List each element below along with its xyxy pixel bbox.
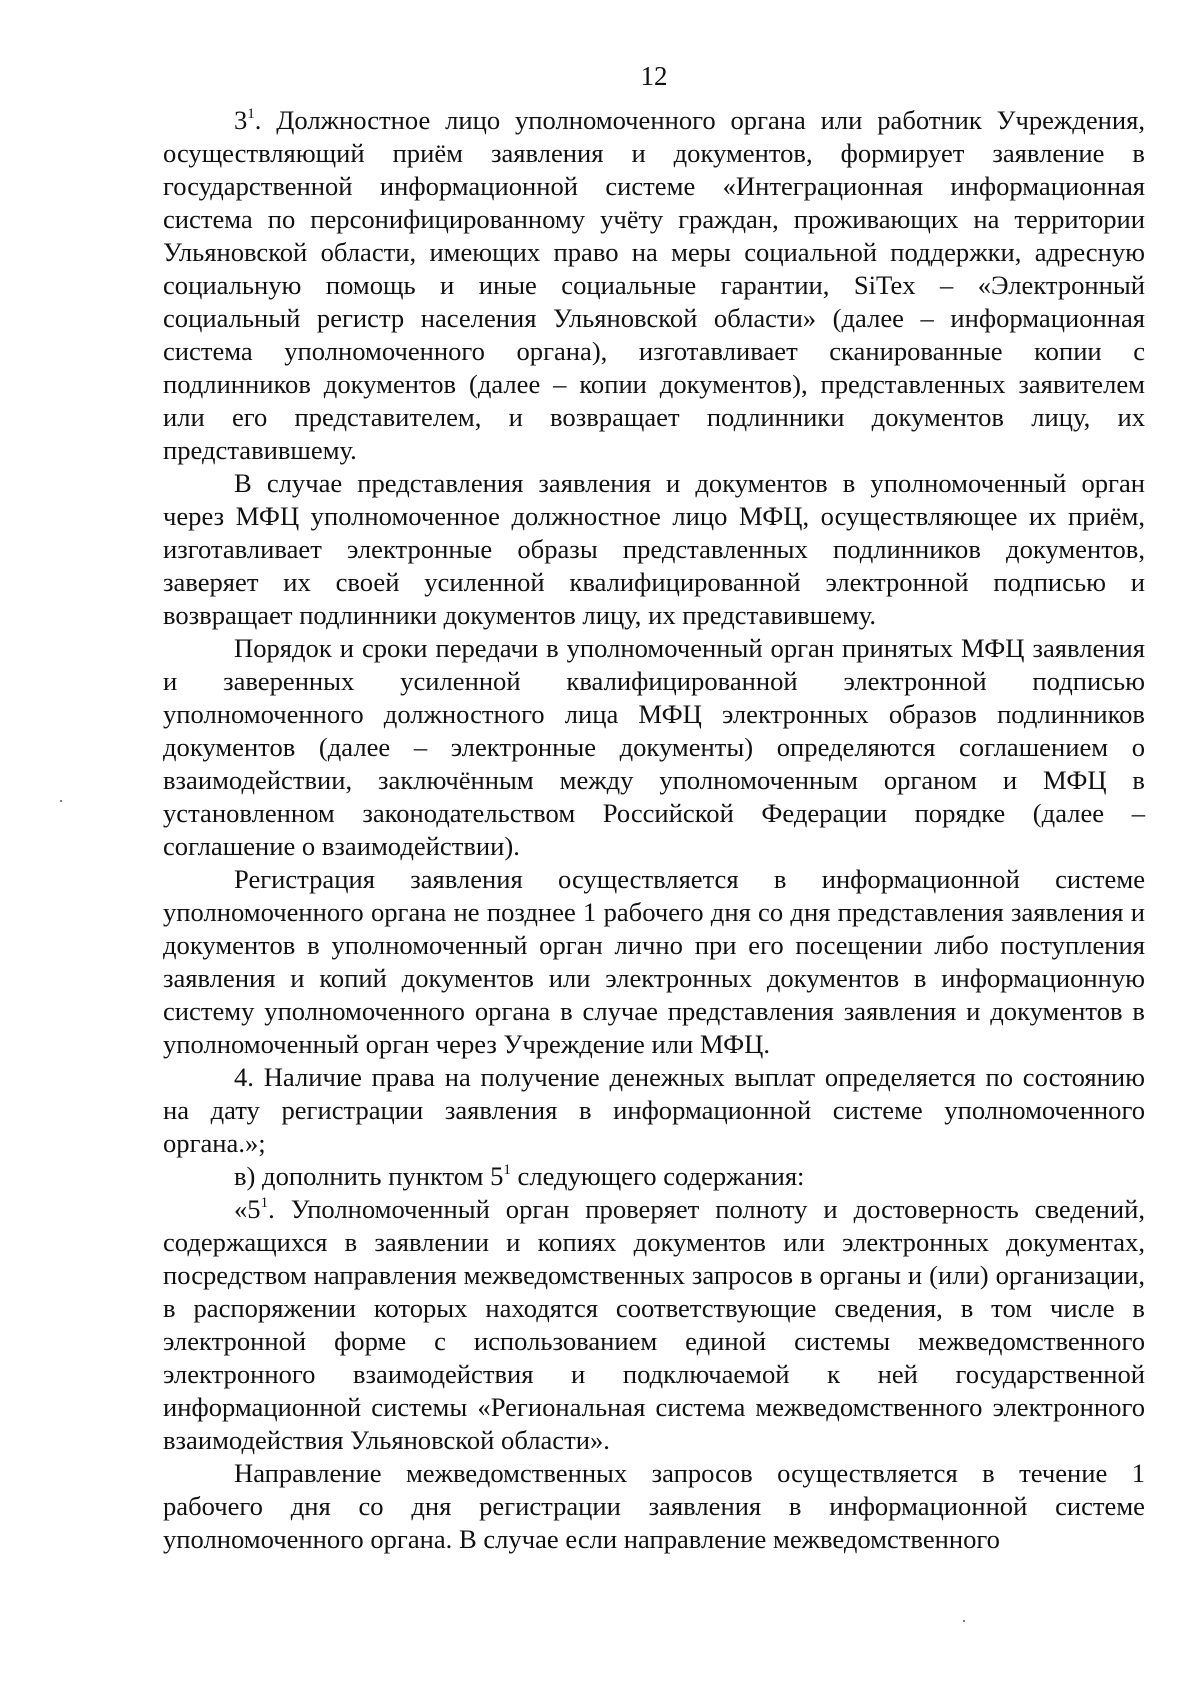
clause-superscript: 1: [260, 1195, 269, 1211]
paragraph-text-continued: следующего содержания:: [510, 1161, 805, 1191]
document-page: [163, 0, 1145, 1696]
paragraph-clause-3-1: [163, 104, 1145, 467]
clause-number: «5: [234, 1194, 261, 1224]
document-body: [163, 104, 1145, 1556]
paragraph-text: в) дополнить пунктом 5: [234, 1161, 504, 1191]
paragraph-text: Порядок и сроки передачи в уполномоченный орган принятых МФЦ заявления и заверенных усиленной квалифицированной электронной подписью уполномоченного должностного лица МФЦ электронных образов подлинников документов (далее – электронные документы) определяются соглашением о взаимодействии, заключённым между уполномоченным органом и МФЦ в установленном законодательством Российской Федерации порядке (далее – соглашение о взаимодействии).: [163, 633, 1145, 861]
paragraph-clause-5-1: [163, 1193, 1145, 1457]
paragraph-text: Регистрация заявления осуществляется в информационной системе уполномоченного органа не позднее 1 рабочего дня со дня представления заявления и документов в уполномоченный орган лично при его посещении либо поступления заявления и копий документов или электронных документов в информационную систему уполномоченного органа в случае представления заявления и документов в уполномоченный орган через Учреждение или МФЦ.: [163, 864, 1145, 1059]
paragraph-registration: [163, 863, 1145, 1061]
page-number: 12: [640, 61, 668, 91]
clause-superscript: 1: [503, 1162, 511, 1178]
paragraph-text: В случае представления заявления и документов в уполномоченный орган через МФЦ уполномоченное должностное лицо МФЦ, осуществляющее их приём, изготавливает электронные образы представленных подлинников документов, заверяет их своей усиленной квалифицированной электронной подписью и возвращает подлинники документов лицу, их представившему.: [163, 468, 1145, 630]
scan-speck: [963, 1620, 965, 1622]
paragraph-transfer-procedure: [163, 632, 1145, 863]
paragraph-text: Направление межведомственных запросов осуществляется в течение 1 рабочего дня со дня регистрации заявления в информационной системе уполномоченного органа. В случае если направление межведомственного: [163, 1458, 1145, 1554]
scan-speck: [60, 800, 62, 802]
paragraph-mfc-submission: [163, 467, 1145, 632]
paragraph-amendment-v: [163, 1160, 1145, 1193]
paragraph-text: . Должностное лицо уполномоченного органа или работник Учреждения, осуществляющий приём заявления и документов, формирует заявление в государственной информационной системе «Интеграционная информационная система по персонифицированному учёту граждан, проживающих на территории Ульяновской области, имеющих право на меры социальной поддержки, адресную социальную помощь и иные социальные гарантии, SiTex – «Электронный социальный регистр населения Ульяновской области» (далее – информационная система уполномоченного органа), изготавливает сканированные копии с подлинников документов (далее – копии документов), представленных заявителем или его представителем, и возвращает подлинники документов лицу, их представившему.: [163, 105, 1145, 465]
paragraph-interagency-requests: [163, 1457, 1145, 1556]
paragraph-clause-4: [163, 1061, 1145, 1160]
paragraph-text: . Уполномоченный орган проверяет полноту и достоверность сведений, содержащихся в заявлении и копиях документов или электронных документах, посредством направления межведомственных запросов в органы и (или) организации, в распоряжении которых находятся соответствующие сведения, в том числе в электронной форме с использованием единой системы межведомственного электронного взаимодействия и подключаемой к ней государственной информационной системы «Региональная система межведомственного электронного взаимодействия Ульяновской области».: [163, 1194, 1145, 1455]
paragraph-text: 4. Наличие права на получение денежных выплат определяется по состоянию на дату регистрации заявления в информационной системе уполномоченного органа.»;: [163, 1062, 1145, 1158]
clause-number: 3: [234, 105, 248, 135]
clause-superscript: 1: [247, 106, 255, 122]
